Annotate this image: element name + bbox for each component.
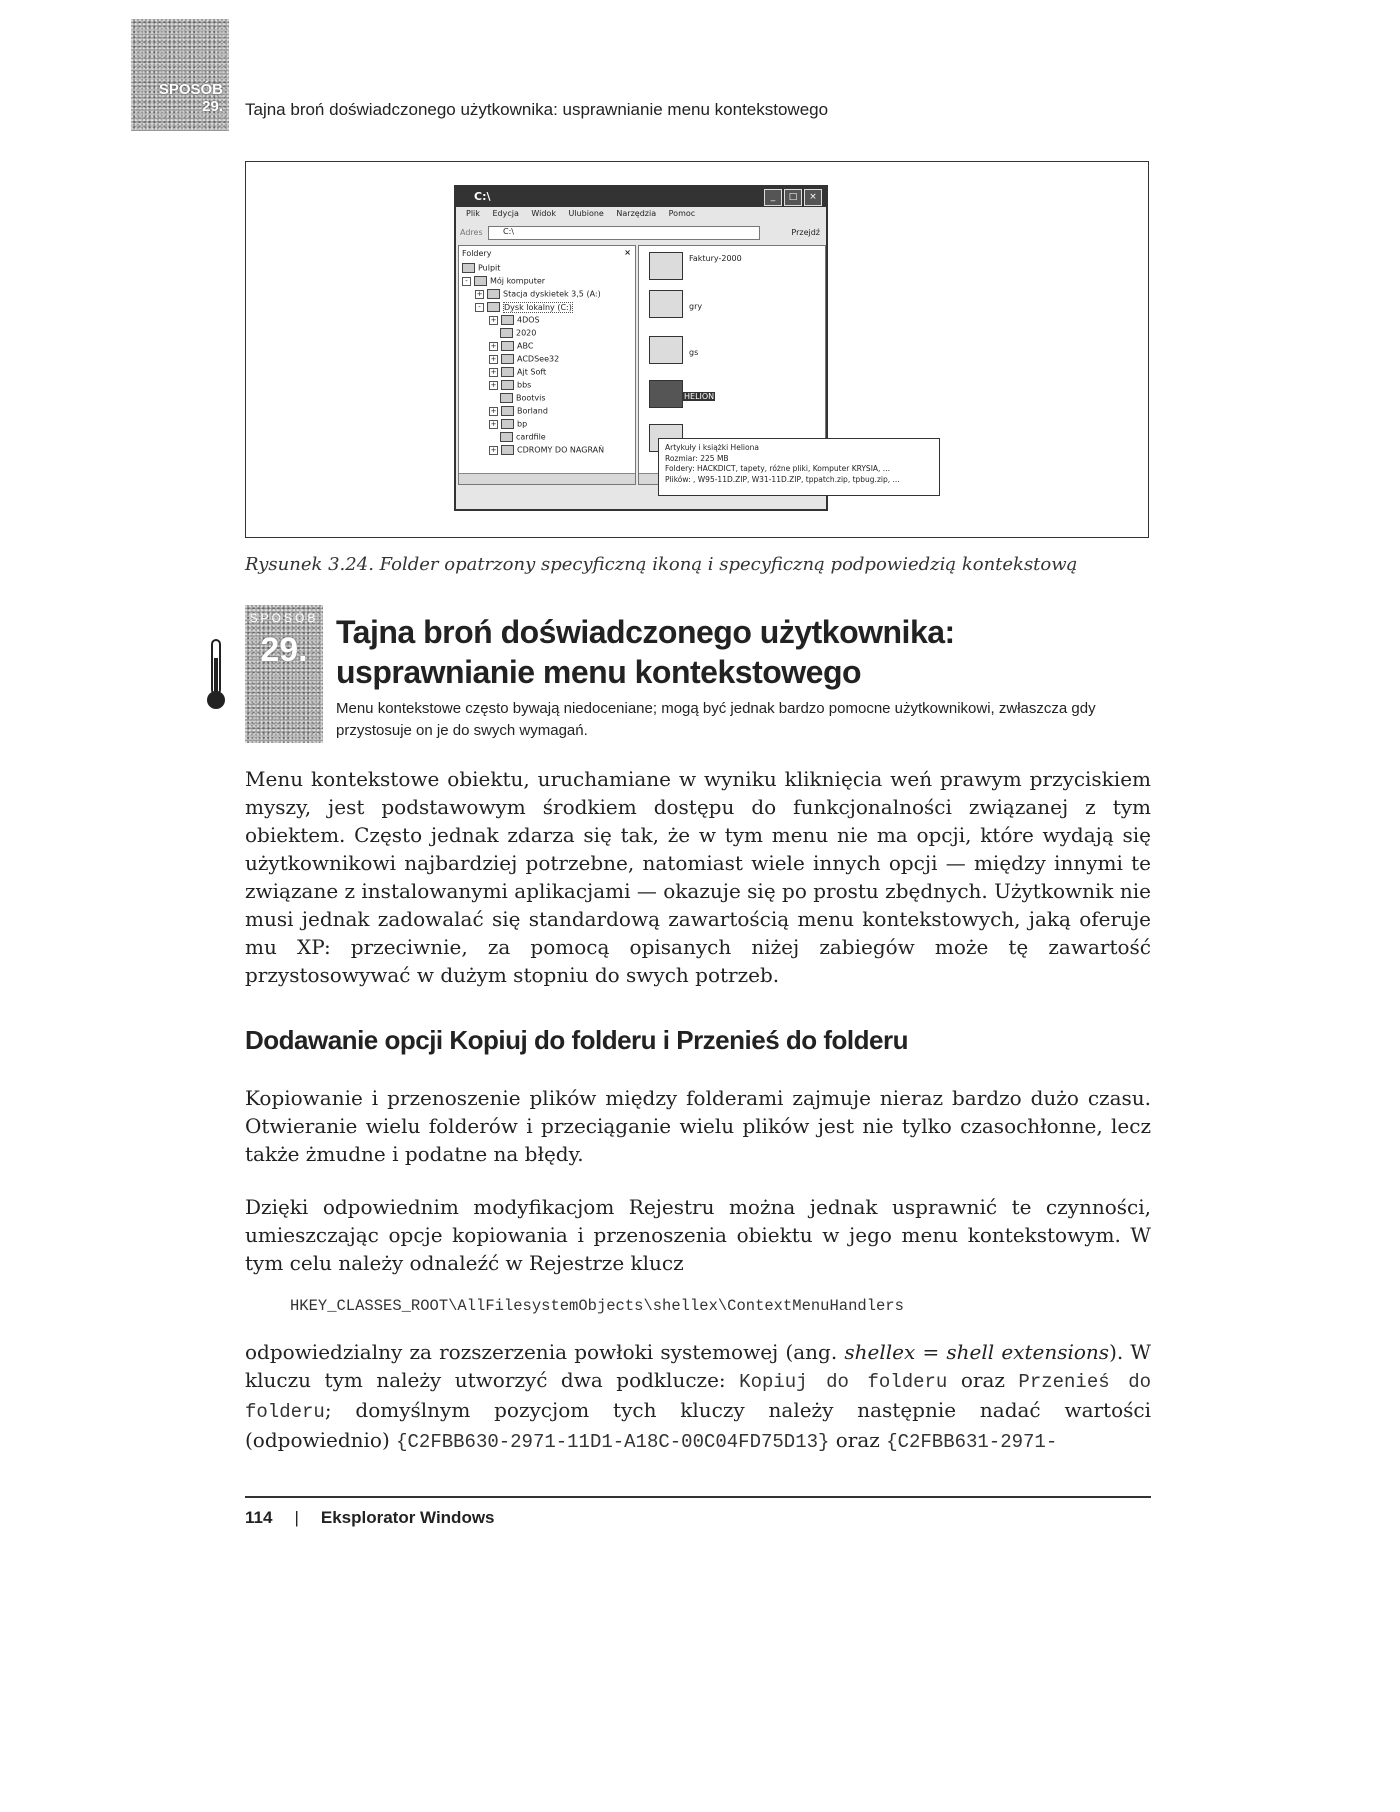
drive-icon — [487, 302, 500, 312]
address-bar — [456, 225, 826, 241]
tree-item: + 4DOS — [490, 315, 540, 325]
maximize-icon: □ — [784, 189, 802, 206]
tree-item: - Dysk lokalny (C:) — [475, 302, 573, 312]
tree-item: 2020 — [500, 328, 536, 338]
tooltip-line: Rozmiar: 225 MB — [665, 453, 729, 463]
folders-close-icon: × — [624, 248, 631, 257]
tree-item: - Mój komputer — [462, 276, 545, 286]
folder-icon — [500, 328, 513, 338]
section-badge — [245, 605, 323, 743]
section-badge-number: 29. — [260, 631, 308, 669]
tooltip-line: Foldery: HACKDICT, tapety, różne pliki, Komputer KRYSIA, ... — [665, 464, 890, 473]
computer-icon — [474, 276, 487, 286]
desktop-icon — [462, 263, 475, 273]
tree-item: + ACDSee32 — [490, 354, 560, 364]
subheading: Dodawanie opcji Kopiuj do folderu i Przenieś do folderu — [245, 1025, 908, 1055]
header-badge-number: 29. — [202, 98, 223, 115]
header-badge — [131, 19, 229, 131]
tree-item: cardfile — [500, 432, 546, 442]
folder-icon — [649, 290, 683, 318]
menu-pomoc: Pomoc — [668, 209, 696, 218]
section-title-line1: Tajna broń doświadczonego użytkownika: — [336, 614, 955, 650]
figure-caption: Rysunek 3.24. Folder opatrzony specyficzną ikoną i specyficzną podpowiedzią kontekstową — [245, 554, 1078, 575]
address-label: Adres — [460, 228, 483, 237]
thermometer-icon — [204, 638, 228, 712]
minimize-icon: _ — [764, 189, 782, 206]
folder-icon — [501, 367, 514, 377]
go-button-label: Przejdź — [791, 228, 820, 237]
folder-icon — [501, 406, 514, 416]
folders-pane-title: Foldery — [462, 249, 492, 258]
footer-rule — [245, 1496, 1151, 1498]
folder-tooltip — [658, 438, 940, 496]
paragraph: odpowiedzialny za rozszerzenia powłoki systemowej (ang. shellex = shell extensions). W kluczu tym należy utworzyć dwa podklucze: Kopiuj do folderu oraz Przenieś do folderu; domyślnym pozycjom tych kluczy należy następnie nadać wartości (odpowiednio) {C2FBB630-2971-11D1-A18C-00C04FD75D13} oraz {C2FBB631-2971- — [245, 1340, 1151, 1453]
tree-item: + bp — [490, 419, 528, 429]
chapter-name: Eksplorator Windows — [320, 1508, 495, 1527]
folder-icon — [501, 354, 514, 364]
section-title-line2: usprawnianie menu kontekstowego — [336, 654, 862, 690]
tree-item: + bbs — [490, 380, 532, 390]
folder-icon — [500, 393, 513, 403]
floppy-icon — [487, 289, 500, 299]
tree-item: + CDROMY DO NAGRAŃ — [490, 445, 605, 455]
tooltip-line: Plików: , W95-11D.ZIP, W31-11D.ZIP, tppatch.zip, tpbug.zip, ... — [665, 474, 900, 484]
paragraph: Menu kontekstowe obiektu, uruchamiane w wyniku kliknięcia weń prawym przyciskiem myszy, jest podstawowym środkiem dostępu do funkcjonalności związanej z tym obiektem. Często jednak zdarza się tak, że w tym menu nie ma opcji, które wydają się użytkownikowi najbardziej potrzebne, natomiast wiele innych opcji — między innymi te związane z instalowanymi aplikacjami — okazuje się po prostu zbędnych. Użytkownik nie musi jednak zadowalać się standardową zawartością menu kontekstowych, jaką oferuje mu XP: przeciwnie, za pomocą opisanych niżej zabiegów może tę zawartość przystosowywać w dużym stopniu do swych potrzeb. — [245, 767, 1151, 987]
folder-icon — [649, 252, 683, 280]
folder-icon — [500, 432, 513, 442]
menu-narzedzia: Narzędzia — [616, 209, 657, 218]
page-footer — [245, 1508, 495, 1528]
folder-icon — [501, 419, 514, 429]
tree-item: Pulpit — [462, 263, 500, 273]
folder-icon — [501, 380, 514, 390]
file-label: gs — [689, 348, 699, 357]
file-label: gry — [689, 302, 703, 311]
folder-icon — [501, 341, 514, 351]
folder-icon — [501, 315, 514, 325]
inline-code: {C2FBB630-2971-11D1-A18C-00C04FD75D13} — [396, 1431, 830, 1453]
paragraph: Kopiowanie i przenoszenie plików między folderami zajmuje nieraz bardzo dużo czasu. Otwieranie wielu folderów i przeciąganie wielu plików jest nie tylko czasochłonne, lecz także żmudne i podatne na błędy. — [245, 1086, 1151, 1166]
page-number: 114 — [245, 1508, 273, 1527]
registry-key-code: HKEY_CLASSES_ROOT\AllFilesystemObjects\shellex\ContextMenuHandlers — [290, 1297, 904, 1315]
section-subtitle: Menu kontekstowe często bywają niedoceniane; mogą być jednak bardzo pomocne użytkownikowi, zwłaszcza gdy przystosuje on je do swych wymagań. — [336, 700, 1096, 739]
tree-item: + Stacja dyskietek 3,5 (A:) — [476, 289, 601, 299]
running-title: Tajna broń doświadczonego użytkownika: usprawnianie menu kontekstowego — [245, 100, 829, 119]
menu-edycja: Edycja — [492, 209, 519, 218]
address-field — [488, 226, 760, 240]
inline-code: Kopiuj do folderu — [739, 1371, 948, 1393]
tree-item: + ABC — [490, 341, 534, 351]
header-badge-label: SPOSÓB — [158, 81, 223, 98]
horizontal-scrollbar — [459, 473, 635, 484]
menu-plik: Plik — [466, 209, 480, 218]
file-label: Faktury-2000 — [689, 254, 742, 263]
paragraph: Dzięki odpowiednim modyfikacjom Rejestru można jednak usprawnić te czynności, umieszczając opcje kopiowania i przenoszenia obiektu w jego menu kontekstowym. W tym celu należy odnaleźć w Rejestrze klucz — [245, 1195, 1151, 1275]
window-title: C:\ — [474, 190, 491, 203]
section-badge-label: SPOSÓB — [249, 611, 319, 625]
address-value: C:\ — [503, 227, 514, 236]
folder-icon — [501, 445, 514, 455]
folders-pane — [458, 245, 636, 485]
folder-icon — [649, 336, 683, 364]
tooltip-line: Artykuły i książki Heliona — [665, 443, 759, 452]
file-label-selected: HELION — [684, 392, 715, 401]
helion-custom-folder-icon — [649, 380, 683, 408]
menu-ulubione: Ulubione — [568, 209, 604, 218]
menu-bar — [456, 209, 826, 223]
inline-code: {C2FBB631-2971- — [886, 1431, 1058, 1453]
section-title — [336, 612, 955, 692]
tree-item: + Ajt Soft — [490, 367, 547, 377]
inline-code: Przenieś do folderu — [245, 1371, 1151, 1423]
tree-item: + Borland — [490, 406, 548, 416]
footer-separator: | — [294, 1508, 299, 1527]
close-icon: × — [804, 189, 822, 206]
tree-item: Bootvis — [500, 393, 546, 403]
menu-widok: Widok — [531, 209, 556, 218]
